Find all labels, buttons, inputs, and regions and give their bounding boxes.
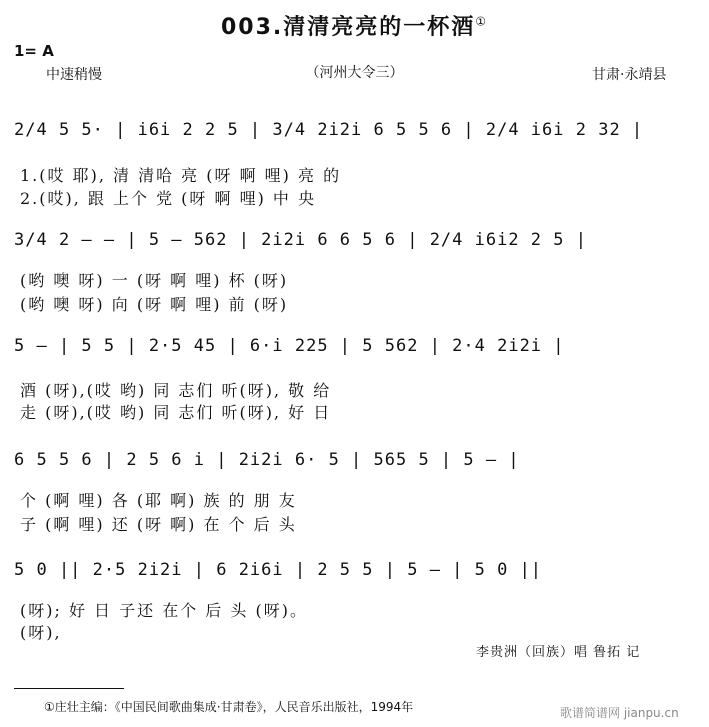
- lyrics-row-1-verse-1: 1.(哎 耶), 清 清哈 亮 (呀 啊 哩) 亮 的: [20, 166, 342, 185]
- lyrics-row-5-verse-2: (呀),: [20, 623, 62, 642]
- song-region: 甘肃·永靖县: [592, 67, 667, 83]
- notation-row-2: 3/4 2 – – | 5 – 562 | 2i2i 6 6 5 6 | 2/4 i6i2 2 5 |: [14, 230, 587, 250]
- footnote-mark: ①: [475, 14, 489, 29]
- lyrics-row-4-verse-1: 个 (啊 哩) 各 (耶 啊) 族 的 朋 友: [20, 491, 297, 510]
- notation-row-1: 2/4 5 5· | i6i 2 2 5 | 3/4 2i2i 6 5 5 6 | 2/4 i6i 2 32 |: [14, 120, 644, 140]
- lyrics-row-1-verse-2: 2.(哎), 跟 上个 党 (呀 啊 哩) 中 央: [20, 189, 317, 208]
- performer-credit: 李贵洲（回族）唱 鲁拓 记: [476, 645, 641, 660]
- staff-row-5: [14, 556, 684, 590]
- key-signature: 1= A: [14, 42, 54, 60]
- tempo-marking: 中速稍慢: [46, 67, 102, 83]
- staff-row-4: [14, 446, 684, 480]
- notation-row-3: 5 – | 5 5 | 2·5 45 | 6·i 225 | 5 562 | 2·4 2i2i |: [14, 336, 565, 356]
- song-title: 003.清清亮亮的一杯酒①: [220, 14, 489, 40]
- staff-row-2: [14, 226, 684, 260]
- watermark: 歌谱简谱网 jianpu.cn: [560, 706, 679, 720]
- lyrics-row-5-verse-1: (呀); 好 日 子还 在个 后 头 (呀)。: [20, 601, 308, 620]
- staff-row-3: [14, 332, 684, 366]
- lyrics-row-3-verse-2: 走 (呀),(哎 哟) 同 志们 听(呀), 好 日: [20, 403, 332, 422]
- notation-row-4: 6 5 5 6 | 2 5 6 i | 2i2i 6· 5 | 565 5 | 5 – |: [14, 450, 520, 470]
- footnote-text: ①庄壮主编：《中国民间歌曲集成·甘肃卷》，人民音乐出版社，1994年: [44, 700, 414, 714]
- lyrics-row-3-verse-1: 酒 (呀),(哎 哟) 同 志们 听(呀), 敬 给: [20, 381, 332, 400]
- lyrics-row-2-verse-2: (哟 噢 呀) 向 (呀 啊 哩) 前 (呀): [20, 295, 289, 314]
- song-subtitle: （河州大令三）: [305, 65, 404, 81]
- lyrics-row-2-verse-1: (哟 噢 呀) 一 (呀 啊 哩) 杯 (呀): [20, 271, 289, 290]
- lyrics-row-4-verse-2: 子 (啊 哩) 还 (呀 啊) 在 个 后 头: [20, 515, 297, 534]
- staff-row-1: [14, 116, 684, 150]
- notation-row-5: 5 0 || 2·5 2i2i | 6 2i6i | 2 5 5 | 5 – | 5 0 ||: [14, 560, 543, 580]
- footnote-divider: [14, 688, 124, 689]
